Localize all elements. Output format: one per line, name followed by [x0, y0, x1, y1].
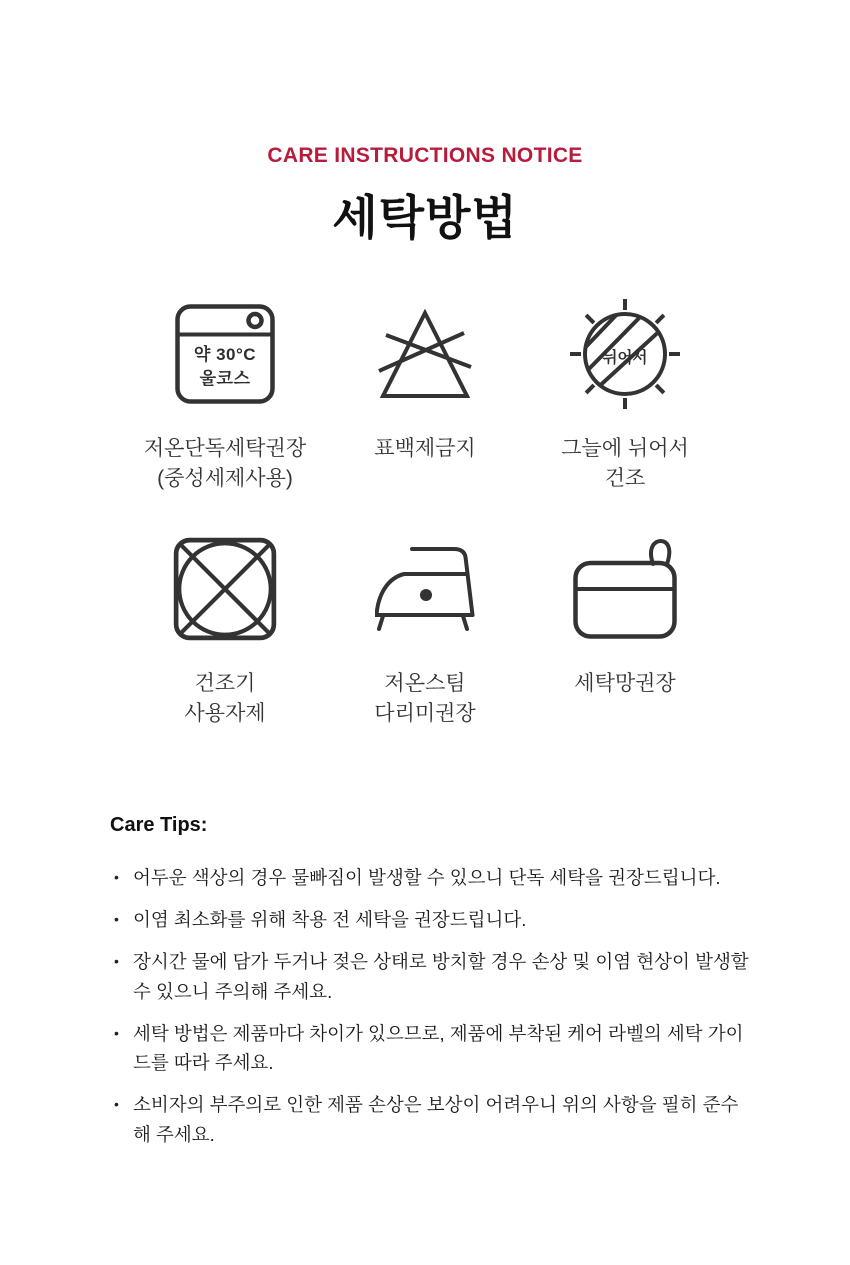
shade-dry-icon-text: 뉘어서 [602, 349, 648, 367]
care-symbol-label [374, 434, 475, 464]
care-tip-item: • 이염 최소화를 위해 착용 전 세탁을 권장드립니다. [110, 905, 754, 935]
care-symbol-cell-net [525, 533, 725, 728]
care-symbol-label [184, 669, 265, 728]
icon-text-line1: 약 30°C [193, 345, 257, 364]
care-tip-item: • 어두운 색상의 경우 물빠짐이 발생할 수 있으니 단독 세탁을 권장드립니다. [110, 863, 754, 893]
care-symbol-cell-iron [325, 533, 525, 728]
care-symbol-cell-bleach [325, 298, 525, 493]
laundry-net-icon [525, 533, 725, 645]
care-tips-list [110, 863, 754, 1149]
eyebrow-heading: CARE INSTRUCTIONS NOTICE [267, 144, 583, 167]
label-line1: 표백제금지 [374, 437, 476, 460]
label-line1: 건조기 [194, 672, 256, 695]
care-tips-section [110, 814, 754, 1149]
label-line2: 다리미권장 [374, 701, 476, 725]
label-line1: 그늘에 뉘어서 [561, 437, 689, 460]
care-symbol-label [574, 669, 675, 699]
label-line1: 저온단독세탁권장 [143, 437, 307, 460]
icon-text-line2: 울코스 [199, 369, 251, 388]
care-tip-item: • 세탁 방법은 제품마다 차이가 있으므로, 제품에 부착된 케어 라벨의 세탁 가이드를 따라 주세요. [110, 1019, 754, 1078]
care-symbol-cell-wash [125, 298, 325, 493]
label-line2: (중성세제사용) [157, 466, 293, 490]
care-symbol-label [561, 434, 689, 493]
care-symbol-label [144, 434, 306, 493]
care-tip-item: • 소비자의 부주의로 인한 제품 손상은 보상이 어려우니 위의 사항을 필히 준수해 주세요. [110, 1090, 754, 1149]
care-tip-item: • 장시간 물에 담가 두거나 젖은 상태로 방치할 경우 손상 및 이염 현상이 발생할 수 있으니 주의해 주세요. [110, 947, 754, 1006]
washing-machine-icon [125, 298, 325, 410]
low-steam-iron-icon [325, 533, 525, 645]
no-tumble-dry-icon [125, 533, 325, 645]
washing-machine-icon-text [125, 343, 325, 391]
care-symbol-grid [125, 298, 725, 728]
label-line1: 저온스팀 [384, 672, 466, 695]
care-symbol-label [374, 669, 475, 728]
care-symbol-cell-tumble [125, 533, 325, 728]
label-line2: 사용자제 [184, 701, 266, 725]
label-line2: 건조 [604, 466, 646, 490]
care-symbol-cell-shade-dry [525, 298, 725, 493]
label-line1: 세탁망권장 [574, 672, 676, 695]
care-tips-heading: Care Tips: [110, 814, 208, 836]
shade-dry-icon [525, 298, 725, 410]
no-bleach-icon [325, 298, 525, 410]
page-title: 세탁방법 [332, 191, 518, 244]
